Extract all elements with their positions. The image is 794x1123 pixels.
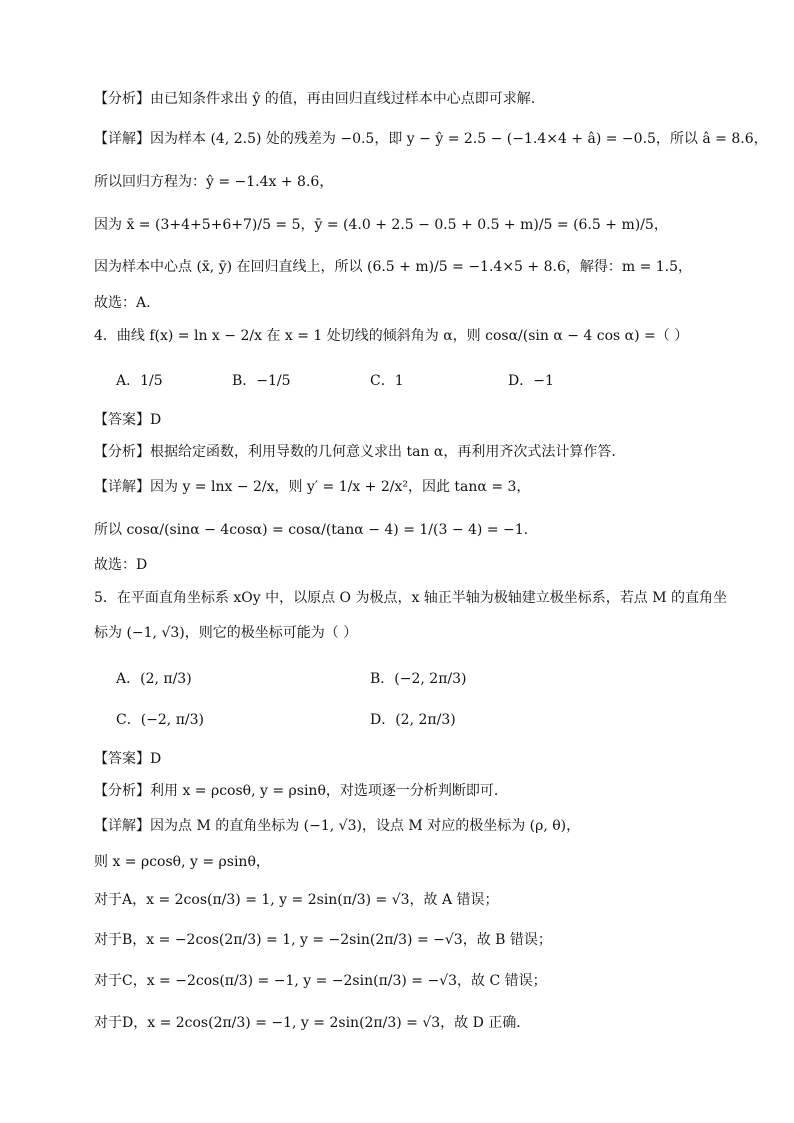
q4-option-d: D．−1 — [508, 373, 554, 389]
q4-answer: 【答案】D — [94, 412, 162, 428]
q4-option-b: B．−1/5 — [232, 373, 291, 389]
q4-option-a: A．1/5 — [116, 373, 163, 389]
question-4-options — [116, 370, 716, 392]
analysis-line-q3: 【分析】由已知条件求出 ŷ 的值，再由回归直线过样本中心点即可求解. — [94, 91, 536, 107]
question-5-options-row2 — [116, 709, 716, 731]
q4-analysis: 【分析】根据给定函数，利用导数的几何意义求出 tan α，再利用齐次式法计算作答. — [94, 444, 616, 460]
q5-option-a: A．(2, π/3) — [116, 671, 192, 687]
q5-detail-2: 则 x = ρcosθ, y = ρsinθ， — [94, 854, 270, 870]
q5-option-b: B．(−2, 2π/3) — [370, 671, 467, 687]
question-5-stem-1: 5．在平面直角坐标系 xOy 中，以原点 O 为极点，x 轴正半轴为极轴建立极坐标系，若点 M 的直角坐 — [94, 590, 728, 606]
question-5-options-row1 — [116, 668, 716, 690]
question-4-stem: 4．曲线 f(x) = ln x − 2/x 在 x = 1 处切线的倾斜角为 α，则 cosα/(sin α − 4 cos α) =（ ） — [94, 328, 689, 344]
q5-detail-3: 对于A，x = 2cos(π/3) = 1, y = 2sin(π/3) = √3，故 A 错误； — [94, 892, 499, 908]
q5-detail-5: 对于C，x = −2cos(π/3) = −1, y = −2sin(π/3) = −√3，故 C 错误； — [94, 973, 547, 989]
q4-detail-1: 【详解】因为 y = lnx − 2/x，则 y′ = 1/x + 2/x²，因此 tanα = 3， — [94, 479, 531, 495]
q5-analysis: 【分析】利用 x = ρcosθ, y = ρsinθ，对选项逐一分析判断即可. — [94, 783, 499, 799]
q4-detail-2: 所以 cosα/(sinα − 4cosα) = cosα/(tanα − 4) = 1/(3 − 4) = −1. — [94, 522, 529, 538]
q5-detail-4: 对于B，x = −2cos(2π/3) = 1, y = −2sin(2π/3) = −√3，故 B 错误； — [94, 932, 552, 948]
q4-selection: 故选：D — [94, 557, 148, 573]
q5-answer: 【答案】D — [94, 751, 162, 767]
detail-line-q3-2: 所以回归方程为：ŷ = −1.4x + 8.6， — [94, 174, 334, 190]
detail-line-q3-1: 【详解】因为样本 (4, 2.5) 处的残差为 −0.5，即 y − ŷ = 2.5 − (−1.4×4 + â) = −0.5，所以 â = 8.6， — [94, 131, 768, 147]
question-5-stem-2: 标为 (−1, √3)，则它的极坐标可能为（ ） — [94, 625, 358, 641]
detail-line-q3-3: 因为 x̄ = (3+4+5+6+7)/5 = 5，ȳ = (4.0 + 2.5 − 0.5 + 0.5 + m)/5 = (6.5 + m)/5， — [94, 217, 668, 233]
q5-detail-1: 【详解】因为点 M 的直角坐标为 (−1, √3)，设点 M 对应的极坐标为 (ρ, θ)， — [94, 818, 581, 834]
q5-detail-6: 对于D，x = 2cos(2π/3) = −1, y = 2sin(2π/3) = √3，故 D 正确. — [94, 1015, 521, 1031]
q5-option-c: C．(−2, π/3) — [116, 712, 204, 728]
q5-option-d: D．(2, 2π/3) — [370, 712, 456, 728]
selection-line-q3: 故选：A. — [94, 295, 151, 311]
q4-option-c: C．1 — [370, 373, 404, 389]
detail-line-q3-4: 因为样本中心点 (x̄, ȳ) 在回归直线上，所以 (6.5 + m)/5 = −1.4×5 + 8.6，解得：m = 1.5， — [94, 259, 693, 275]
